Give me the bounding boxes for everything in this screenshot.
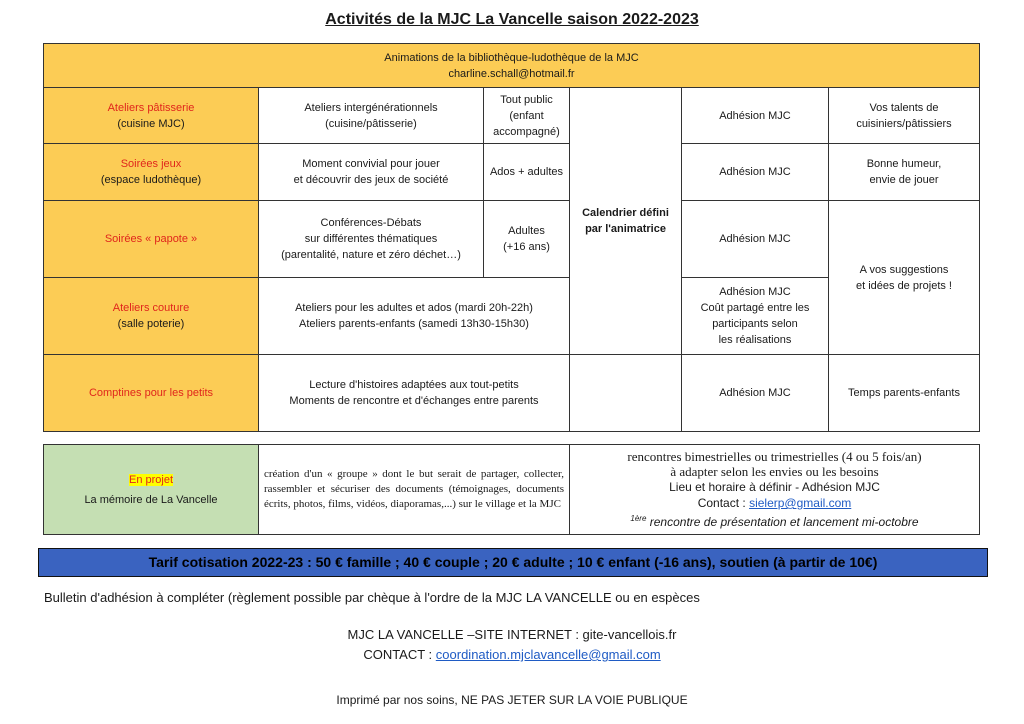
- activity-description: [259, 88, 484, 144]
- activity-fee: [682, 278, 829, 355]
- description-line: Lecture d'histoires adaptées aux tout-petits: [309, 379, 519, 391]
- page-title: Activités de la MJC La Vancelle saison 2022-2023: [325, 11, 699, 28]
- activity-name: Ateliers pâtisserie: [107, 101, 195, 114]
- description-line: (cuisine/pâtisserie): [325, 117, 417, 130]
- activity-cell: [44, 201, 259, 278]
- table-row: [44, 201, 980, 278]
- activity-public: [484, 201, 570, 278]
- empty-cell: [570, 355, 682, 432]
- activity-cell: [44, 355, 259, 432]
- activity-fee: Adhésion MJC: [682, 201, 829, 278]
- activity-name: Comptines pour les petits: [88, 387, 214, 399]
- launch-text: rencontre de présentation et lancement mi-octobre: [646, 515, 919, 529]
- project-title-cell: [44, 445, 259, 535]
- fee-line: participants selon: [712, 318, 798, 330]
- calendar-cell: [570, 88, 682, 355]
- activity-fee: Adhésion MJC: [682, 144, 829, 201]
- activity-cell: [44, 144, 259, 201]
- project-line: [574, 511, 975, 530]
- description-line: Moments de rencontre et d'échanges entre parents: [289, 395, 539, 407]
- activity-description: [259, 144, 484, 201]
- note-line: cuisiniers/pâtissiers: [856, 117, 952, 130]
- public-line: (enfant: [509, 109, 544, 122]
- bulletin-text: Bulletin d'adhésion à compléter (règlement possible par chèque à l'ordre de la MJC LA VANCELLE ou en espèces: [44, 590, 700, 605]
- table-row: [44, 355, 980, 432]
- table-row: [44, 144, 980, 201]
- description-line: Ateliers parents-enfants (samedi 13h30-15h30): [299, 318, 529, 330]
- activity-fee: Adhésion MJC: [682, 355, 829, 432]
- project-contact: [574, 495, 975, 511]
- contact-line: [0, 647, 1024, 662]
- ordinal-sup: 1ère: [630, 514, 647, 523]
- project-table: [43, 444, 980, 535]
- fee-line: Adhésion MJC: [719, 286, 791, 298]
- activity-name: Ateliers couture: [112, 302, 190, 314]
- description-line: Ateliers pour les adultes et ados (mardi 20h-22h): [295, 302, 533, 314]
- description-line: et découvrir des jeux de société: [293, 174, 449, 186]
- public-line: (+16 ans): [503, 241, 550, 253]
- public-line: accompagné): [493, 125, 560, 138]
- description-line: Moment convivial pour jouer: [302, 158, 440, 170]
- public-line: Tout public: [500, 93, 553, 106]
- activity-place: (cuisine MJC): [117, 117, 185, 130]
- contact-label: Contact :: [697, 496, 750, 510]
- calendar-text: Calendrier défini par l'animatrice: [582, 207, 669, 235]
- activity-description: [259, 278, 570, 355]
- project-tag: En projet: [128, 473, 174, 486]
- activity-cell: [44, 278, 259, 355]
- project-line: rencontres bimestrielles ou trimestrielles (4 ou 5 fois/an): [627, 449, 922, 464]
- activity-cell: [44, 88, 259, 144]
- activity-public: Ados + adultes: [484, 144, 570, 201]
- contact-label: CONTACT :: [363, 647, 436, 662]
- note-line: A vos suggestions: [859, 263, 949, 276]
- public-line: Adultes: [508, 225, 545, 237]
- header-email[interactable]: charline.schall@hotmail.fr: [448, 67, 575, 80]
- project-description: création d'un « groupe » dont le but serait de partager, collecter, rassembler et sécuriser des documents (témoignages, documents écrits, photos, films, vidéos, diaporamas,...) sur le village et la MJC: [259, 445, 570, 535]
- activities-table: [43, 43, 980, 432]
- description-line: sur différentes thématiques: [304, 233, 438, 245]
- activity-note: [829, 201, 980, 355]
- activity-place: (espace ludothèque): [100, 174, 202, 186]
- table-header: [44, 44, 980, 88]
- note-line: Bonne humeur,: [866, 158, 942, 170]
- footer-text: Imprimé par nos soins, NE PAS JETER SUR LA VOIE PUBLIQUE: [336, 693, 688, 707]
- fee-line: Coût partagé entre les: [700, 302, 810, 314]
- note-line: et idées de projets !: [855, 279, 952, 292]
- activity-name: Soirées « papote »: [104, 233, 198, 245]
- description-line: (parentalité, nature et zéro déchet…): [281, 249, 461, 261]
- activity-public: [484, 88, 570, 144]
- site-line: MJC LA VANCELLE –SITE INTERNET : gite-vancellois.fr: [347, 627, 677, 642]
- activity-note: [829, 144, 980, 201]
- note-line: Vos talents de: [869, 101, 939, 114]
- project-contact-email[interactable]: sielerp@gmail.com: [749, 496, 852, 510]
- activity-name: Soirées jeux: [120, 158, 182, 170]
- activity-description: [259, 201, 484, 278]
- tarif-banner: Tarif cotisation 2022-23 : 50 € famille ; 40 € couple ; 20 € adulte ; 10 € enfant (-16 ans), soutien (à partir de 10€): [38, 548, 988, 577]
- activity-description: [259, 355, 570, 432]
- project-line: Lieu et horaire à définir - Adhésion MJC: [669, 480, 880, 494]
- note-line: envie de jouer: [869, 174, 939, 186]
- activity-place: (salle poterie): [117, 318, 185, 330]
- activity-note: [829, 88, 980, 144]
- table-row: [44, 88, 980, 144]
- project-name: La mémoire de La Vancelle: [84, 493, 218, 506]
- activity-note: Temps parents-enfants: [829, 355, 980, 432]
- fee-line: les réalisations: [718, 334, 792, 346]
- description-line: Ateliers intergénérationnels: [304, 101, 438, 114]
- header-title: Animations de la bibliothèque-ludothèque de la MJC: [384, 51, 639, 64]
- contact-email-link[interactable]: coordination.mjclavancelle@gmail.com: [435, 647, 661, 662]
- activity-fee: Adhésion MJC: [682, 88, 829, 144]
- description-line: Conférences-Débats: [320, 217, 422, 229]
- project-details: [570, 445, 980, 535]
- project-line: à adapter selon les envies ou les besoins: [670, 464, 879, 479]
